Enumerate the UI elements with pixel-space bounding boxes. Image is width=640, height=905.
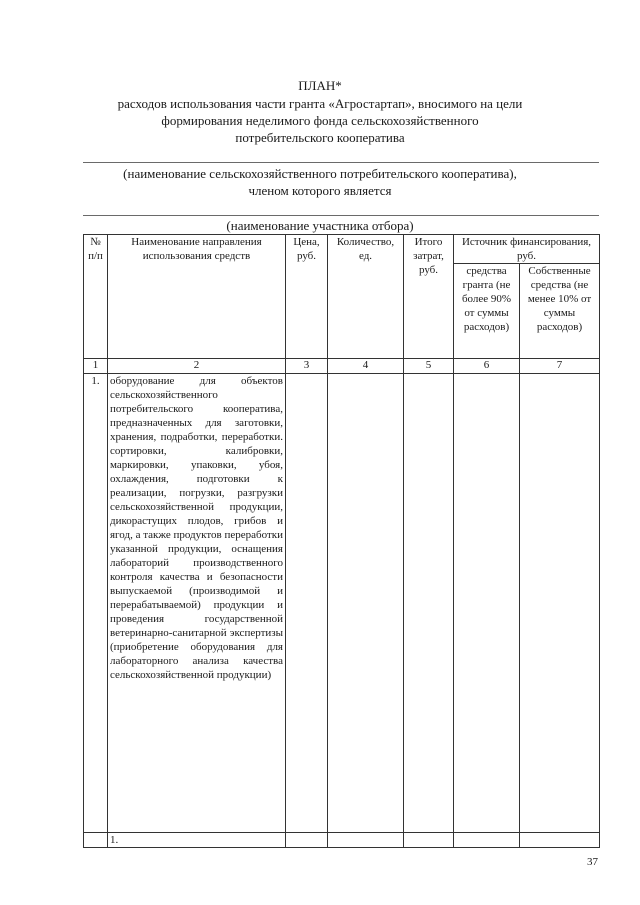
row-subitem: 1. [108, 833, 286, 848]
plan-title-line4: потребительского кооператива [235, 130, 405, 145]
plan-title-line3: формирования неделимого фонда сельскохозяйственного [161, 113, 479, 128]
header-direction: Наименование направления использования средств [108, 235, 286, 359]
col-number: 2 [108, 359, 286, 374]
header-quantity: Количество, ед. [328, 235, 404, 359]
row-num [84, 833, 108, 848]
row-total-cell[interactable] [404, 374, 454, 833]
row-grant-cell[interactable] [454, 374, 520, 833]
col-number: 6 [454, 359, 520, 374]
cooperative-name-line [83, 162, 599, 163]
header-num: № п/п [84, 235, 108, 359]
table-row [84, 833, 600, 848]
participant-caption: (наименование участника отбора) [226, 218, 414, 233]
plan-table [83, 234, 600, 848]
member-caption: членом которого является [248, 183, 392, 198]
header-own: Собственные средства (не менее 10% от суммы расходов) [520, 264, 600, 359]
cooperative-caption: (наименование сельскохозяйственного потребительского кооператива), [123, 166, 517, 181]
participant-name-line [83, 215, 599, 216]
header-price: Цена, руб. [286, 235, 328, 359]
row-direction-text: оборудование для объектов сельскохозяйственного потребительского кооператива, предназначенных для заготовки, хранения, подработки, переработки. сортировки, калибровки, маркировки, упаковки, убоя, охлаждения, подготовки к реализации, погрузки, разгрузки сельскохозяйственной продукции, дикорастущих плодов, грибов и ягод, а также продуктов переработки указанной продукции, оснащения лабораторий производственного контроля качества и безопасности выпускаемой (производимой и перерабатываемой) продукции и проведения государственной ветеринарно-санитарной экспертизы (приобретение оборудования для лабораторного анализа качества сельскохозяйственной продукции) [108, 374, 286, 833]
header-grant: средства гранта (не более 90% от суммы расходов) [454, 264, 520, 359]
col-number: 1 [84, 359, 108, 374]
header-total: Итого затрат, руб. [404, 235, 454, 359]
row-num: 1. [84, 374, 108, 833]
row-quantity-cell[interactable] [328, 374, 404, 833]
col-number: 5 [404, 359, 454, 374]
row-price-cell[interactable] [286, 833, 328, 848]
row-own-cell[interactable] [520, 833, 600, 848]
row-total-cell[interactable] [404, 833, 454, 848]
table-row [84, 374, 600, 833]
row-grant-cell[interactable] [454, 833, 520, 848]
col-number: 7 [520, 359, 600, 374]
plan-title-line2: расходов использования части гранта «Агростартап», вносимого на цели [117, 96, 523, 111]
row-price-cell[interactable] [286, 374, 328, 833]
row-quantity-cell[interactable] [328, 833, 404, 848]
col-number: 4 [328, 359, 404, 374]
page-number: 37 [587, 856, 598, 868]
row-own-cell[interactable] [520, 374, 600, 833]
plan-title: ПЛАН* [298, 78, 342, 93]
col-number: 3 [286, 359, 328, 374]
header-source: Источник финансирования, руб. [454, 235, 600, 264]
